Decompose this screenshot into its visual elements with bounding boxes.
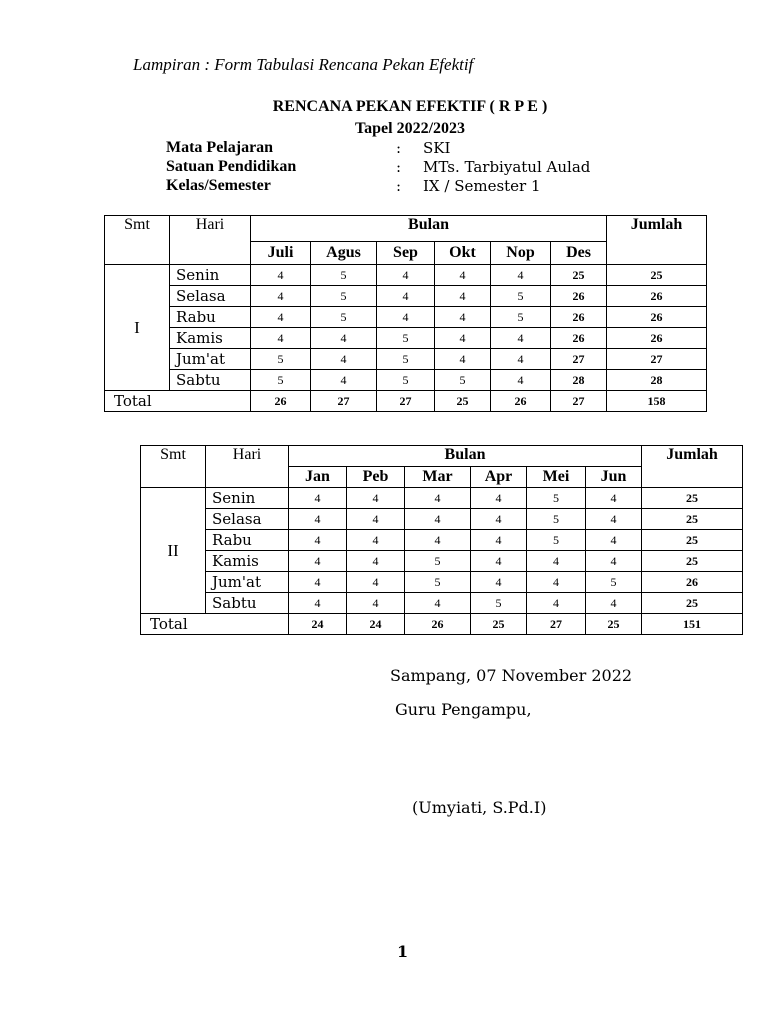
value-cell: 4	[471, 572, 527, 593]
lampiran-note: Lampiran : Form Tabulasi Rencana Pekan Efektif	[133, 55, 474, 74]
value-cell: 4	[251, 265, 311, 286]
jumlah-cell: 25	[607, 265, 707, 286]
value-cell: 4	[471, 509, 527, 530]
value-cell: 5	[377, 370, 435, 391]
total-jumlah-cell: 158	[607, 391, 707, 412]
day-cell: Senin	[170, 265, 251, 286]
total-label-spacer	[170, 391, 251, 412]
jumlah-cell: 25	[642, 488, 743, 509]
value-cell: 4	[289, 593, 347, 614]
value-cell: 5	[586, 572, 642, 593]
month-header: Okt	[435, 242, 491, 265]
table-row	[105, 328, 707, 349]
value-cell: 4	[347, 572, 405, 593]
month-header: Peb	[347, 467, 405, 488]
info-value: IX / Semester 1	[423, 177, 541, 195]
value-cell: 4	[347, 530, 405, 551]
value-cell: 4	[435, 307, 491, 328]
total-cell: 27	[377, 391, 435, 412]
table-row	[141, 509, 743, 530]
document-title: RENCANA PEKAN EFEKTIF ( R P E )	[272, 98, 548, 115]
info-value: MTs. Tarbiyatul Aulad	[423, 158, 591, 176]
table-row	[105, 265, 707, 286]
value-cell: 4	[435, 265, 491, 286]
jumlah-header: Jumlah	[607, 216, 707, 242]
value-cell: 4	[586, 509, 642, 530]
bulan-header: Bulan	[251, 216, 607, 242]
value-cell: 4	[347, 551, 405, 572]
value-cell: 28	[551, 370, 607, 391]
day-cell: Senin	[206, 488, 289, 509]
total-cell: 25	[435, 391, 491, 412]
value-cell: 4	[471, 551, 527, 572]
total-cell: 27	[311, 391, 377, 412]
value-cell: 5	[527, 488, 586, 509]
value-cell: 27	[551, 349, 607, 370]
value-cell: 4	[377, 307, 435, 328]
info-colon: :	[396, 158, 402, 176]
value-cell: 26	[551, 328, 607, 349]
jumlah-header-spacer	[607, 242, 707, 265]
month-header: Nop	[491, 242, 551, 265]
value-cell: 4	[405, 593, 471, 614]
day-cell: Selasa	[170, 286, 251, 307]
month-header: Jun	[586, 467, 642, 488]
value-cell: 4	[491, 328, 551, 349]
day-cell: Jum'at	[206, 572, 289, 593]
value-cell: 4	[347, 509, 405, 530]
table-row	[141, 593, 743, 614]
value-cell: 26	[551, 307, 607, 328]
value-cell: 5	[251, 349, 311, 370]
value-cell: 5	[491, 286, 551, 307]
day-cell: Rabu	[206, 530, 289, 551]
value-cell: 4	[491, 349, 551, 370]
total-cell: 26	[491, 391, 551, 412]
value-cell: 4	[289, 488, 347, 509]
table-row	[141, 572, 743, 593]
value-cell: 5	[435, 370, 491, 391]
total-cell: 24	[347, 614, 405, 635]
jumlah-cell: 25	[642, 593, 743, 614]
jumlah-cell: 26	[607, 328, 707, 349]
value-cell: 5	[377, 349, 435, 370]
value-cell: 5	[377, 328, 435, 349]
value-cell: 4	[251, 286, 311, 307]
total-label-spacer	[206, 614, 289, 635]
month-header: Des	[551, 242, 607, 265]
value-cell: 4	[311, 370, 377, 391]
value-cell: 4	[289, 530, 347, 551]
day-cell: Sabtu	[170, 370, 251, 391]
smt-header: Smt	[141, 446, 206, 488]
signature-name: (Umyiati, S.Pd.I)	[412, 798, 547, 817]
value-cell: 5	[311, 265, 377, 286]
total-cell: 24	[289, 614, 347, 635]
value-cell: 4	[471, 488, 527, 509]
jumlah-cell: 28	[607, 370, 707, 391]
hari-header: Hari	[206, 446, 289, 488]
month-header: Jan	[289, 467, 347, 488]
info-colon: :	[396, 139, 402, 157]
semester-label: I	[105, 265, 170, 391]
value-cell: 4	[311, 349, 377, 370]
info-label: Mata Pelajaran	[166, 139, 274, 156]
jumlah-cell: 25	[642, 551, 743, 572]
day-cell: Sabtu	[206, 593, 289, 614]
smt-header: Smt	[105, 216, 170, 265]
table-row	[105, 349, 707, 370]
value-cell: 4	[527, 551, 586, 572]
table-row	[141, 488, 743, 509]
month-header: Apr	[471, 467, 527, 488]
jumlah-cell: 26	[607, 286, 707, 307]
total-cell: 26	[405, 614, 471, 635]
value-cell: 5	[311, 307, 377, 328]
jumlah-header-spacer	[642, 467, 743, 488]
page-number: 1	[397, 942, 409, 961]
bulan-header: Bulan	[289, 446, 642, 467]
total-label: Total	[105, 391, 170, 412]
info-colon: :	[396, 177, 402, 195]
value-cell: 4	[435, 286, 491, 307]
value-cell: 4	[435, 328, 491, 349]
semester-2-table	[140, 445, 743, 635]
value-cell: 4	[405, 530, 471, 551]
value-cell: 5	[527, 530, 586, 551]
day-cell: Jum'at	[170, 349, 251, 370]
value-cell: 4	[347, 488, 405, 509]
table-row	[141, 551, 743, 572]
value-cell: 5	[471, 593, 527, 614]
value-cell: 4	[586, 551, 642, 572]
value-cell: 4	[586, 488, 642, 509]
value-cell: 4	[251, 307, 311, 328]
signature-place-date: Sampang, 07 November 2022	[390, 666, 633, 685]
month-header: Mei	[527, 467, 586, 488]
total-cell: 25	[471, 614, 527, 635]
value-cell: 4	[289, 509, 347, 530]
total-row	[141, 614, 743, 635]
value-cell: 26	[551, 286, 607, 307]
total-cell: 26	[251, 391, 311, 412]
value-cell: 4	[527, 572, 586, 593]
value-cell: 4	[491, 370, 551, 391]
hari-header: Hari	[170, 216, 251, 265]
semester-label: II	[141, 488, 206, 614]
value-cell: 4	[377, 286, 435, 307]
month-header: Mar	[405, 467, 471, 488]
day-cell: Rabu	[170, 307, 251, 328]
table-row	[105, 286, 707, 307]
table-row	[105, 307, 707, 328]
semester-1-table	[104, 215, 707, 412]
info-label: Satuan Pendidikan	[166, 158, 297, 175]
value-cell: 4	[311, 328, 377, 349]
value-cell: 5	[251, 370, 311, 391]
value-cell: 25	[551, 265, 607, 286]
info-label: Kelas/Semester	[166, 177, 271, 194]
value-cell: 4	[405, 488, 471, 509]
value-cell: 4	[491, 265, 551, 286]
value-cell: 4	[471, 530, 527, 551]
value-cell: 4	[527, 593, 586, 614]
value-cell: 4	[289, 551, 347, 572]
total-cell: 25	[586, 614, 642, 635]
value-cell: 4	[405, 509, 471, 530]
day-cell: Kamis	[206, 551, 289, 572]
month-header: Juli	[251, 242, 311, 265]
total-cell: 27	[527, 614, 586, 635]
value-cell: 5	[527, 509, 586, 530]
jumlah-cell: 25	[642, 509, 743, 530]
value-cell: 4	[347, 593, 405, 614]
value-cell: 4	[435, 349, 491, 370]
info-value: SKI	[423, 139, 451, 157]
value-cell: 4	[251, 328, 311, 349]
jumlah-cell: 27	[607, 349, 707, 370]
value-cell: 5	[405, 572, 471, 593]
month-header: Sep	[377, 242, 435, 265]
value-cell: 4	[586, 530, 642, 551]
value-cell: 5	[405, 551, 471, 572]
value-cell: 5	[311, 286, 377, 307]
total-cell: 27	[551, 391, 607, 412]
value-cell: 5	[491, 307, 551, 328]
jumlah-cell: 25	[642, 530, 743, 551]
table-row	[141, 530, 743, 551]
document-tapel: Tapel 2022/2023	[354, 120, 466, 137]
signature-role: Guru Pengampu,	[395, 700, 532, 719]
table-row	[105, 370, 707, 391]
jumlah-header: Jumlah	[642, 446, 743, 467]
total-label: Total	[141, 614, 206, 635]
day-cell: Kamis	[170, 328, 251, 349]
jumlah-cell: 26	[642, 572, 743, 593]
month-header: Agus	[311, 242, 377, 265]
jumlah-cell: 26	[607, 307, 707, 328]
value-cell: 4	[586, 593, 642, 614]
total-row	[105, 391, 707, 412]
day-cell: Selasa	[206, 509, 289, 530]
value-cell: 4	[289, 572, 347, 593]
total-jumlah-cell: 151	[642, 614, 743, 635]
value-cell: 4	[377, 265, 435, 286]
